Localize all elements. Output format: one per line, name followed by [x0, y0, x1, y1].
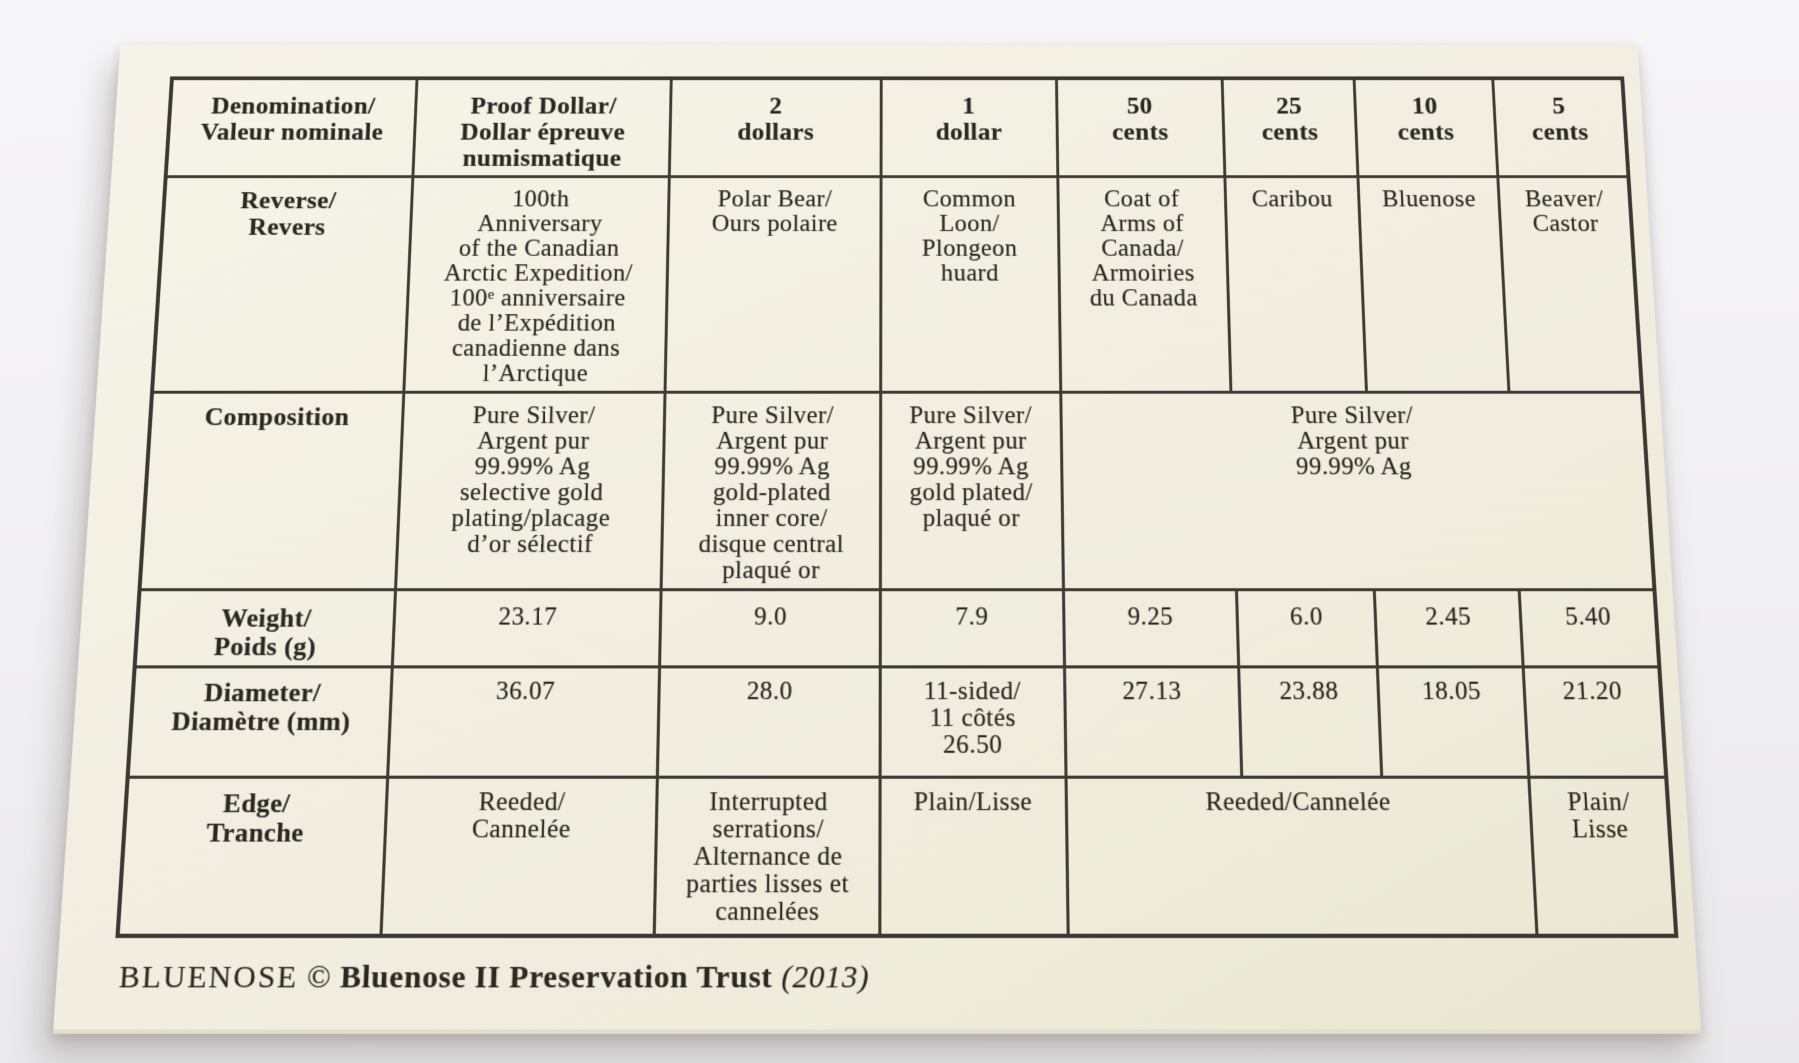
cell-denomination-2-dollars: 2 dollars [670, 78, 881, 176]
cell-weight-label: Weight/ Poids (g) [135, 590, 396, 667]
copyright-symbol: © [306, 958, 333, 995]
row-edge [118, 777, 1677, 935]
cell-denomination-50-cents: 50 cents [1056, 78, 1224, 176]
cell-reverse-proof-dollar: 100th Anniversary of the Canadian Arctic Expedition/ 100ᵉ anniversaire de l’Expédition canadienne dans l’Arctique [404, 177, 669, 393]
cell-edge-label: Edge/ Tranche [118, 777, 388, 935]
copyright-word: BLUENOSE [118, 958, 300, 995]
cell-diameter-2-dollars: 28.0 [658, 667, 880, 777]
cell-diameter-50-cents: 27.13 [1064, 667, 1241, 777]
copyright-trust: Bluenose II Preservation Trust [339, 958, 773, 995]
coin-spec-table [115, 76, 1678, 937]
cell-denomination-5-cents: 5 cents [1493, 78, 1629, 176]
cell-diameter-label: Diameter/ Diamètre (mm) [128, 667, 393, 777]
cell-reverse-label: Reverse/ Revers [152, 177, 413, 393]
cell-weight-50-cents: 9.25 [1063, 590, 1238, 667]
cell-composition-cents-span: Pure Silver/ Argent pur 99.99% Ag [1061, 392, 1655, 589]
cell-composition-1-dollar: Pure Silver/ Argent pur 99.99% Ag gold plated/ plaqué or [880, 392, 1063, 589]
row-denomination [166, 78, 1629, 176]
row-weight [135, 590, 1660, 667]
row-diameter [128, 667, 1667, 777]
cell-reverse-2-dollars: Polar Bear/ Ours polaire [665, 177, 880, 393]
cell-weight-proof-dollar: 23.17 [393, 590, 662, 667]
cell-diameter-proof-dollar: 36.07 [388, 667, 660, 777]
cell-reverse-1-dollar: Common Loon/ Plongeon huard [881, 177, 1061, 393]
copyright-year: (2013) [781, 958, 870, 995]
cell-weight-5-cents: 5.40 [1519, 590, 1659, 667]
cell-reverse-10-cents: Bluenose [1358, 177, 1509, 393]
cell-denomination-1-dollar: 1 dollar [881, 78, 1058, 176]
cell-diameter-10-cents: 18.05 [1378, 667, 1529, 777]
cell-composition-proof-dollar: Pure Silver/ Argent pur 99.99% Ag selective gold plating/placage d’or sélectif [396, 392, 665, 589]
cell-edge-5-cents: Plain/ Lisse [1529, 777, 1676, 935]
cell-denomination-label: Denomination/ Valeur nominale [166, 78, 418, 176]
copyright-line [118, 959, 1699, 996]
cell-composition-2-dollars: Pure Silver/ Argent pur 99.99% Ag gold-plated inner core/ disque central plaqué or [661, 392, 880, 589]
cell-edge-2-dollars: Interrupted serrations/ Alternance de parties lisses et cannelées [655, 777, 880, 935]
cell-edge-1-dollar: Plain/Lisse [880, 777, 1068, 935]
cell-diameter-1-dollar: 11-sided/ 11 côtés 26.50 [880, 667, 1066, 777]
cell-denomination-proof-dollar: Proof Dollar/ Dollar épreuve numismatique [413, 78, 671, 176]
cell-composition-label: Composition [140, 392, 405, 589]
row-composition [140, 392, 1655, 589]
cell-diameter-25-cents: 23.88 [1238, 667, 1382, 777]
cell-edge-proof-dollar: Reeded/ Cannelée [381, 777, 657, 935]
cell-weight-1-dollar: 7.9 [880, 590, 1064, 667]
row-reverse [152, 177, 1642, 393]
cell-reverse-5-cents: Beaver/ Castor [1498, 177, 1642, 393]
cell-edge-cents-span: Reeded/Cannelée [1066, 777, 1537, 935]
cell-diameter-5-cents: 21.20 [1523, 667, 1666, 777]
cell-reverse-50-cents: Coat of Arms of Canada/ Armoiries du Canada [1058, 177, 1231, 393]
cell-denomination-25-cents: 25 cents [1222, 78, 1358, 176]
cell-reverse-25-cents: Caribou [1225, 177, 1367, 393]
coin-spec-card [53, 45, 1701, 1034]
cell-denomination-10-cents: 10 cents [1354, 78, 1497, 176]
cell-weight-2-dollars: 9.0 [660, 590, 880, 667]
cell-weight-10-cents: 2.45 [1375, 590, 1523, 667]
cell-weight-25-cents: 6.0 [1236, 590, 1377, 667]
